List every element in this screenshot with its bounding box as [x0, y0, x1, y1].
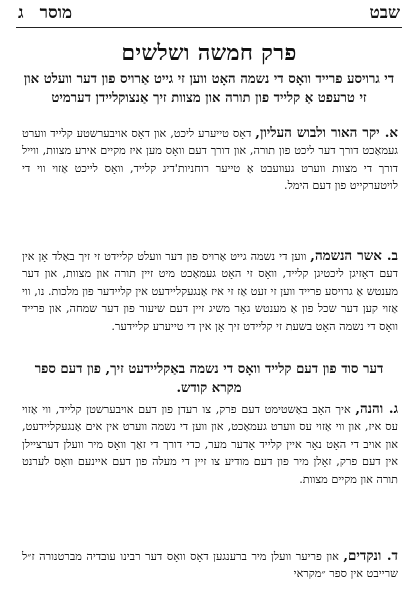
section-g-text: איך האָב באַשטימט דעם פרק, צו רעדן פון דעם אויבערשטן קלייד, ווי אַזוי עס איז, און ווי אַזוי עס ווערט געמאַכט, און ווען די נשמה ווערט אין אים אַנגעקליידעט, און אויב די האָט נאָר איין קלייד אָדער מער, כדי דורך די זאַך וואָס מיר וועלן דערציילן אין דעם פרק, זאָלן מיר פון דעם מודיע צו זיין די מעלה פון דעם איינעם וואָס לערנט תורה און מקיים מצוות. — [22, 403, 398, 486]
section-a-lead: א. יקר האור ולבוש העליון, — [255, 125, 398, 141]
section-d-lead: ד. ונקדים, — [343, 548, 399, 564]
chapter-title: פרק חמשה ושלשים — [121, 40, 297, 66]
section-g — [22, 401, 398, 488]
page-letter: ג — [18, 3, 24, 23]
section-g-lead: ג. והנה, — [355, 401, 398, 417]
header-left-group — [18, 3, 72, 23]
lead-heading: די גרויסע פרייד וואָס די נשמה האָט ווען זי גייט אַרויס פון דער וועלט און זי טרעפט אַ קלייד פון תורה און מצוות זיך אַנצוקליידן דערמיט — [23, 72, 395, 106]
section-d — [22, 548, 398, 583]
section-b-text: ווען די נשמה גייט אַרויס פון דער וועלט קליידט זי זיך באַלד אָן אין דעם דאָזיגן ליכטיגן קלייד, וואָס זי האָט געמאַכט מיט זיין תורה און מצוות, און דער מענטש אַ גרויסע פרייד ווען זי זעט אַז זי איז אַנגעקליידעט אין קליידער פון מלכות. נו, ווי אַזוי קען דער שכל פון אַ מענטש גאָר משיג זיין דעם שיעור פון דער שמחה, און פרייד וואָס די נשמה האָט בשעת זי קליידט זיך אָן אין די טייערע קליידער. — [22, 250, 398, 333]
section-d-text: און פריער וועלן מיר ברענגען דאָס וואָס דער רבינו עובדיה מברטנורה ז״ל שרייבט אין ספר ״מקראי — [22, 550, 398, 581]
header-divider — [16, 27, 402, 28]
section-b — [22, 248, 398, 335]
section-a-text: דאָס טייערע ליכט, און דאָס אויבערשטע קלייד ווערט געמאַכט דורך דער ליכט פון תורה, און דורך דעם וואָס מען איז מקיים אירע מצוות, ווייל דורך די מצוות ווערט געוועבט אַ טייער רוחניות'דיג קלייד, וואָס לייכט אַזוי ווי די לויטערקייט פון דעם הימל. — [22, 127, 398, 193]
section-a — [22, 125, 398, 195]
running-header — [18, 2, 400, 24]
header-right-word: שבט — [369, 3, 400, 23]
section-b-lead: ב. אשר הנשמה, — [310, 248, 399, 264]
header-title: מוסר — [39, 3, 73, 23]
section-heading: דער סוד פון דעם קלייד וואָס די נשמה באַקליידעט זיך, פון דעם ספר מקרא קודש. — [34, 362, 384, 396]
